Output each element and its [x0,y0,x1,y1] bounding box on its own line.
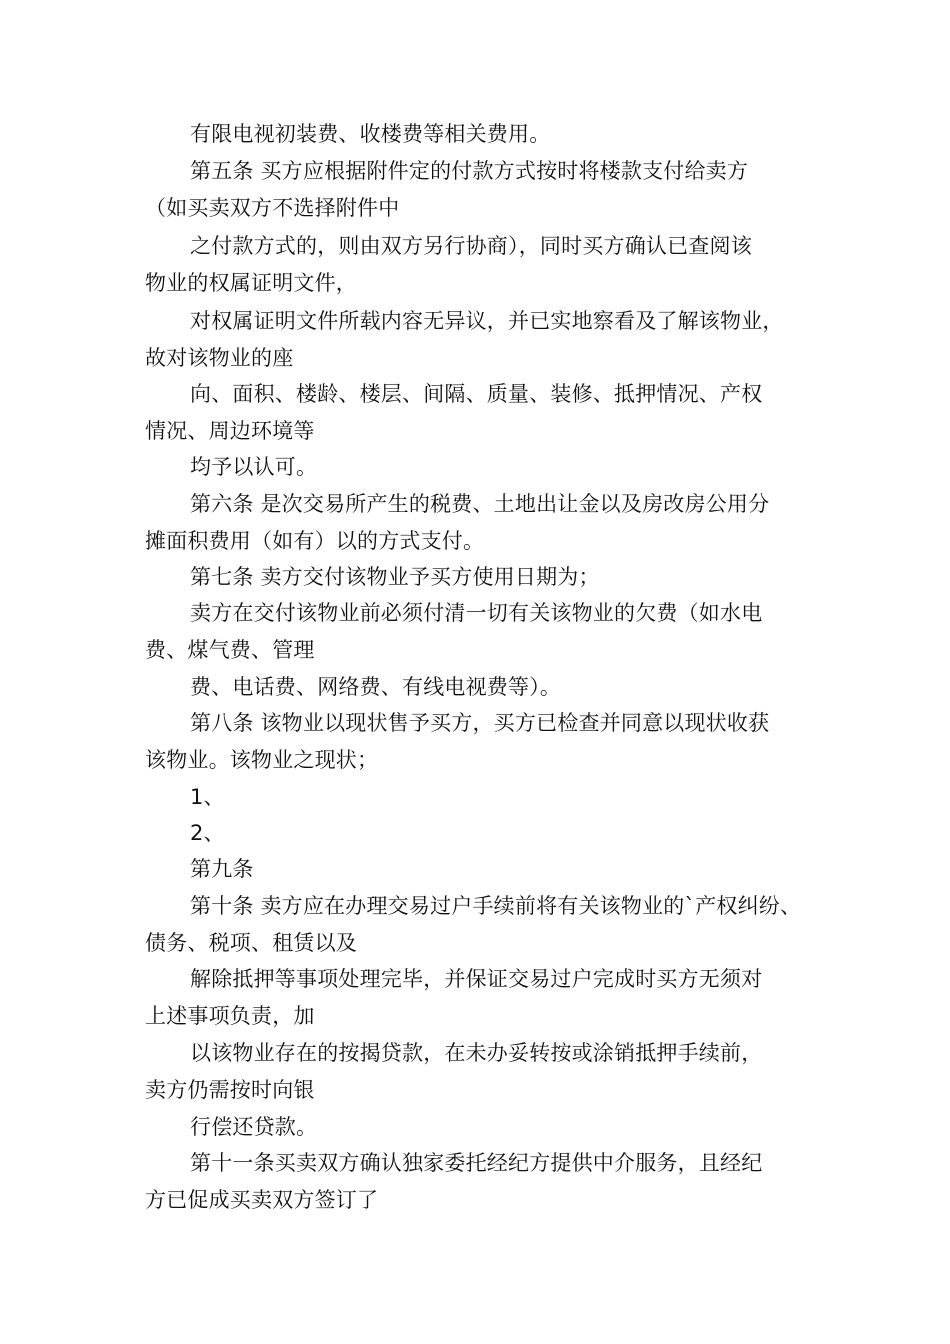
text-line: 解除抵押等事项处理完毕，并保证交易过户完成时买方无须对 [190,967,763,991]
text-line: （如买卖双方不选择附件中 [145,196,400,220]
text-line: 第八条 该物业以现状售予买方，买方已检查并同意以现状收获 [190,711,770,735]
text-line: 第七条 卖方交付该物业予买方使用日期为； [190,565,600,589]
text-line: 费、电话费、网络费、有线电视费等）。 [190,675,562,699]
text-line: 1、 [190,785,225,809]
text-line: 方已促成买卖双方签订了 [145,1188,379,1212]
text-line: 该物业。该物业之现状； [145,748,379,772]
text-line: 2、 [190,821,225,845]
text-line: 有限电视初装费、收楼费等相关费用。 [190,122,551,146]
text-line: 卖方在交付该物业前必须付清一切有关该物业的欠费（如水电 [190,601,763,625]
text-line: 第十一条买卖双方确认独家委托经纪方提供中介服务，且经纪 [190,1151,763,1175]
text-line: 对权属证明文件所载内容无异议，并已实地察看及了解该物业， [190,309,784,333]
text-line: 第六条 是次交易所产生的税费、土地出让金以及房改房公用分 [190,492,770,516]
text-line: 均予以认可。 [190,455,318,479]
text-line: 向、面积、楼龄、楼层、间隔、质量、装修、抵押情况、产权 [190,382,763,406]
text-line: 之付款方式的，则由双方另行协商），同时买方确认已查阅该 [190,234,752,258]
text-line: 情况、周边环境等 [145,419,315,443]
text-line: 第五条 买方应根据附件定的付款方式按时将楼款支付给卖方 [190,159,749,183]
text-line: 故对该物业的座 [145,346,294,370]
text-line: 卖方仍需按时向银 [145,1078,315,1102]
text-line: 债务、税项、租赁以及 [145,931,357,955]
text-line: 第十条 卖方应在办理交易过户手续前将有关该物业的`产权纠纷、 [190,894,802,918]
text-line: 物业的权属证明文件， [145,271,357,295]
text-line: 摊面积费用（如有）以的方式支付。 [145,529,485,553]
text-line: 第九条 [190,857,254,881]
text-line: 上述事项负责，加 [145,1004,315,1028]
text-line: 费、煤气费、管理 [145,638,315,662]
text-line: 行偿还贷款。 [190,1115,318,1139]
text-line: 以该物业存在的按揭贷款，在未办妥转按或涂销抵押手续前， [190,1041,763,1065]
